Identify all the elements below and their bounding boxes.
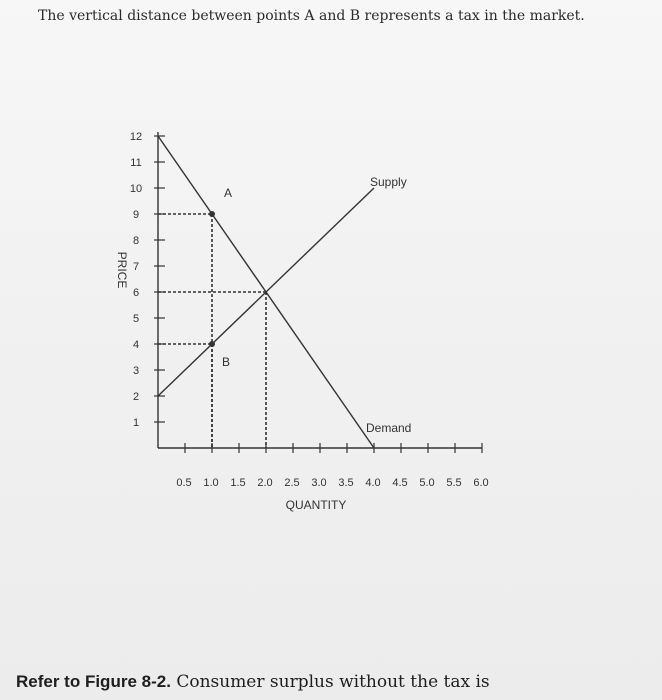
y-tick-label: 10 [129, 183, 143, 195]
y-tick-label: 12 [129, 131, 143, 143]
y-tick-label: 6 [132, 287, 140, 299]
point-b [209, 341, 215, 347]
x-tick-label: 2.5 [284, 477, 300, 489]
footer-question [16, 672, 656, 692]
x-tick-label: 4.0 [365, 477, 381, 489]
question-text: The vertical distance between points A and B represents a tax in the market. [38, 8, 585, 24]
x-tick-label: 5.0 [419, 477, 435, 489]
footer-prompt: Consumer surplus without the tax is [176, 672, 490, 692]
y-tick-label: 2 [132, 391, 140, 403]
x-tick-label: 4.5 [392, 477, 408, 489]
point-b-label: B [222, 355, 231, 369]
y-tick-label: 5 [132, 313, 140, 325]
x-tick-label: 5.5 [446, 477, 462, 489]
x-tick-label: 2.0 [257, 477, 273, 489]
y-axis-label: PRICE [115, 251, 129, 289]
y-tick-label: 3 [132, 365, 140, 377]
x-tick-label: 1.0 [203, 477, 219, 489]
y-tick-label: 1 [132, 417, 140, 429]
x-tick-label: 1.5 [230, 477, 246, 489]
y-tick-label: 7 [132, 261, 140, 273]
y-tick-label: 9 [132, 209, 140, 221]
y-tick-label: 11 [130, 157, 142, 169]
point-a [209, 211, 215, 217]
demand-label: Demand [366, 421, 412, 435]
x-tick-label: 0.5 [176, 477, 192, 489]
point-a-label: A [224, 186, 233, 200]
x-axis-label: QUANTITY [285, 498, 347, 512]
x-tick-label: 3.0 [311, 477, 327, 489]
supply-label: Supply [370, 175, 407, 189]
x-tick-label: 3.5 [338, 477, 354, 489]
y-tick-label: 8 [132, 235, 140, 247]
x-tick-label: 6.0 [473, 477, 489, 489]
figure-reference: Refer to Figure 8-2. [16, 672, 171, 691]
y-tick-label: 4 [132, 339, 140, 351]
